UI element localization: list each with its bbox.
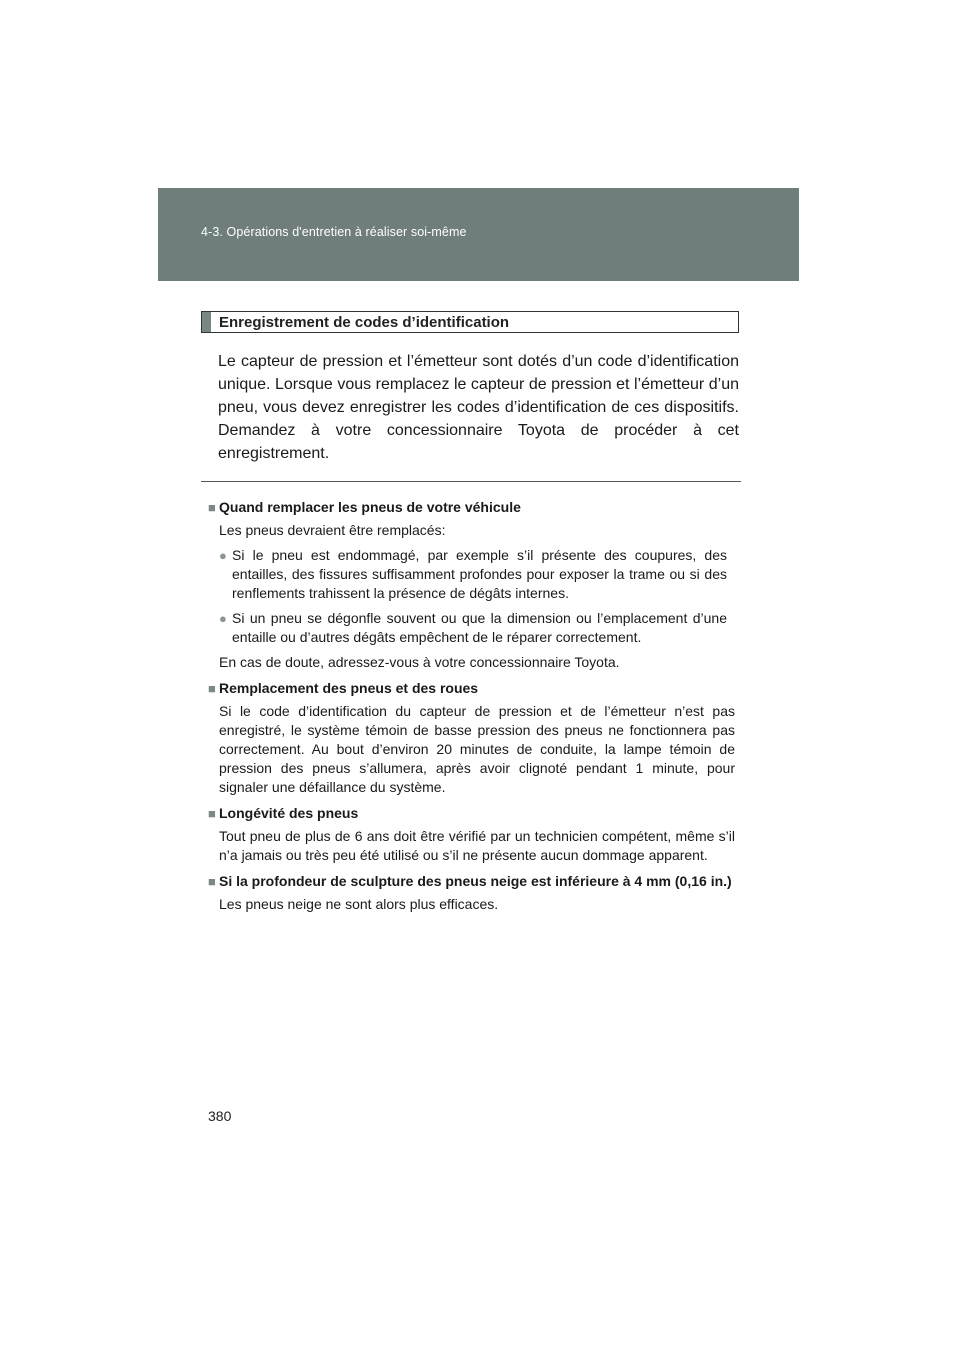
note-text: Tout pneu de plus de 6 ans doit être vérifié par un technicien compétent, même s’il n’a jamais ou très peu été utilisé ou s’il ne présente aucun dommage apparent.	[219, 828, 735, 863]
list-item-text: Si le pneu est endommagé, par exemple s’il présente des coupures, des entailles, des fissures suffisamment profondes pour exposer la trame ou si des renflements trahissent la présence de dégâts internes.	[232, 547, 727, 601]
list-item-text: Si un pneu se dégonfle souvent ou que la dimension ou l’emplacement d’une entaille ou d’autres dégâts empêchent de le réparer correctement.	[232, 610, 727, 645]
square-bullet-icon: ■	[208, 681, 216, 696]
square-bullet-icon: ■	[208, 874, 216, 889]
note-section	[208, 498, 735, 672]
section-title: 4-3. Opérations d'entretien à réaliser soi-même	[201, 225, 467, 239]
note-section	[208, 872, 735, 914]
note-heading-text: Si la profondeur de sculpture des pneus neige est inférieure à 4 mm (0,16 in.)	[219, 873, 732, 889]
square-bullet-icon: ■	[208, 806, 216, 821]
notes-sections	[208, 498, 735, 921]
dot-bullet-icon: ●	[219, 548, 227, 563]
note-section	[208, 804, 735, 865]
title-accent-bar	[202, 312, 211, 332]
note-text: Si le code d’identification du capteur de pression et de l’émetteur n’est pas enregistré, le système témoin de basse pression des pneus ne fonctionnera pas correctement. Au bout d’environ 20 minutes de conduite, la lampe témoin de pression des pneus s’allumera, après avoir clignoté pendant 1 minute, pour signaler une défaillance du système.	[219, 703, 735, 795]
list-item	[219, 546, 735, 603]
list-item	[219, 609, 735, 647]
note-heading-text: Longévité des pneus	[219, 805, 359, 821]
note-text: En cas de doute, adressez-vous à votre concessionnaire Toyota.	[219, 654, 620, 670]
page-number: 380	[208, 1108, 232, 1124]
chapter-header-band	[158, 188, 799, 281]
note-heading	[208, 872, 735, 891]
note-heading-text: Quand remplacer les pneus de votre véhicule	[219, 499, 521, 515]
divider	[201, 481, 741, 482]
square-bullet-icon: ■	[208, 500, 216, 515]
note-section	[208, 679, 735, 797]
note-heading	[208, 498, 735, 517]
note-heading-text: Remplacement des pneus et des roues	[219, 680, 479, 696]
note-text: Les pneus devraient être remplacés:	[219, 522, 446, 538]
note-text: Les pneus neige ne sont alors plus efficaces.	[219, 896, 499, 912]
note-heading	[208, 804, 735, 823]
topic-title-box	[201, 311, 739, 333]
topic-title: Enregistrement de codes d’identification	[219, 313, 510, 331]
topic-body: Le capteur de pression et l’émetteur sont dotés d’un code d’identification unique. Lorsque vous remplacez le capteur de pression et l’émetteur d’un pneu, vous devez enregistrer les codes d’identification de ces dispositifs. Demandez à votre concessionnaire Toyota de procéder à cet enregistrement.	[218, 353, 739, 462]
dot-bullet-icon: ●	[219, 611, 227, 626]
note-heading	[208, 679, 735, 698]
bullet-list	[219, 546, 735, 647]
